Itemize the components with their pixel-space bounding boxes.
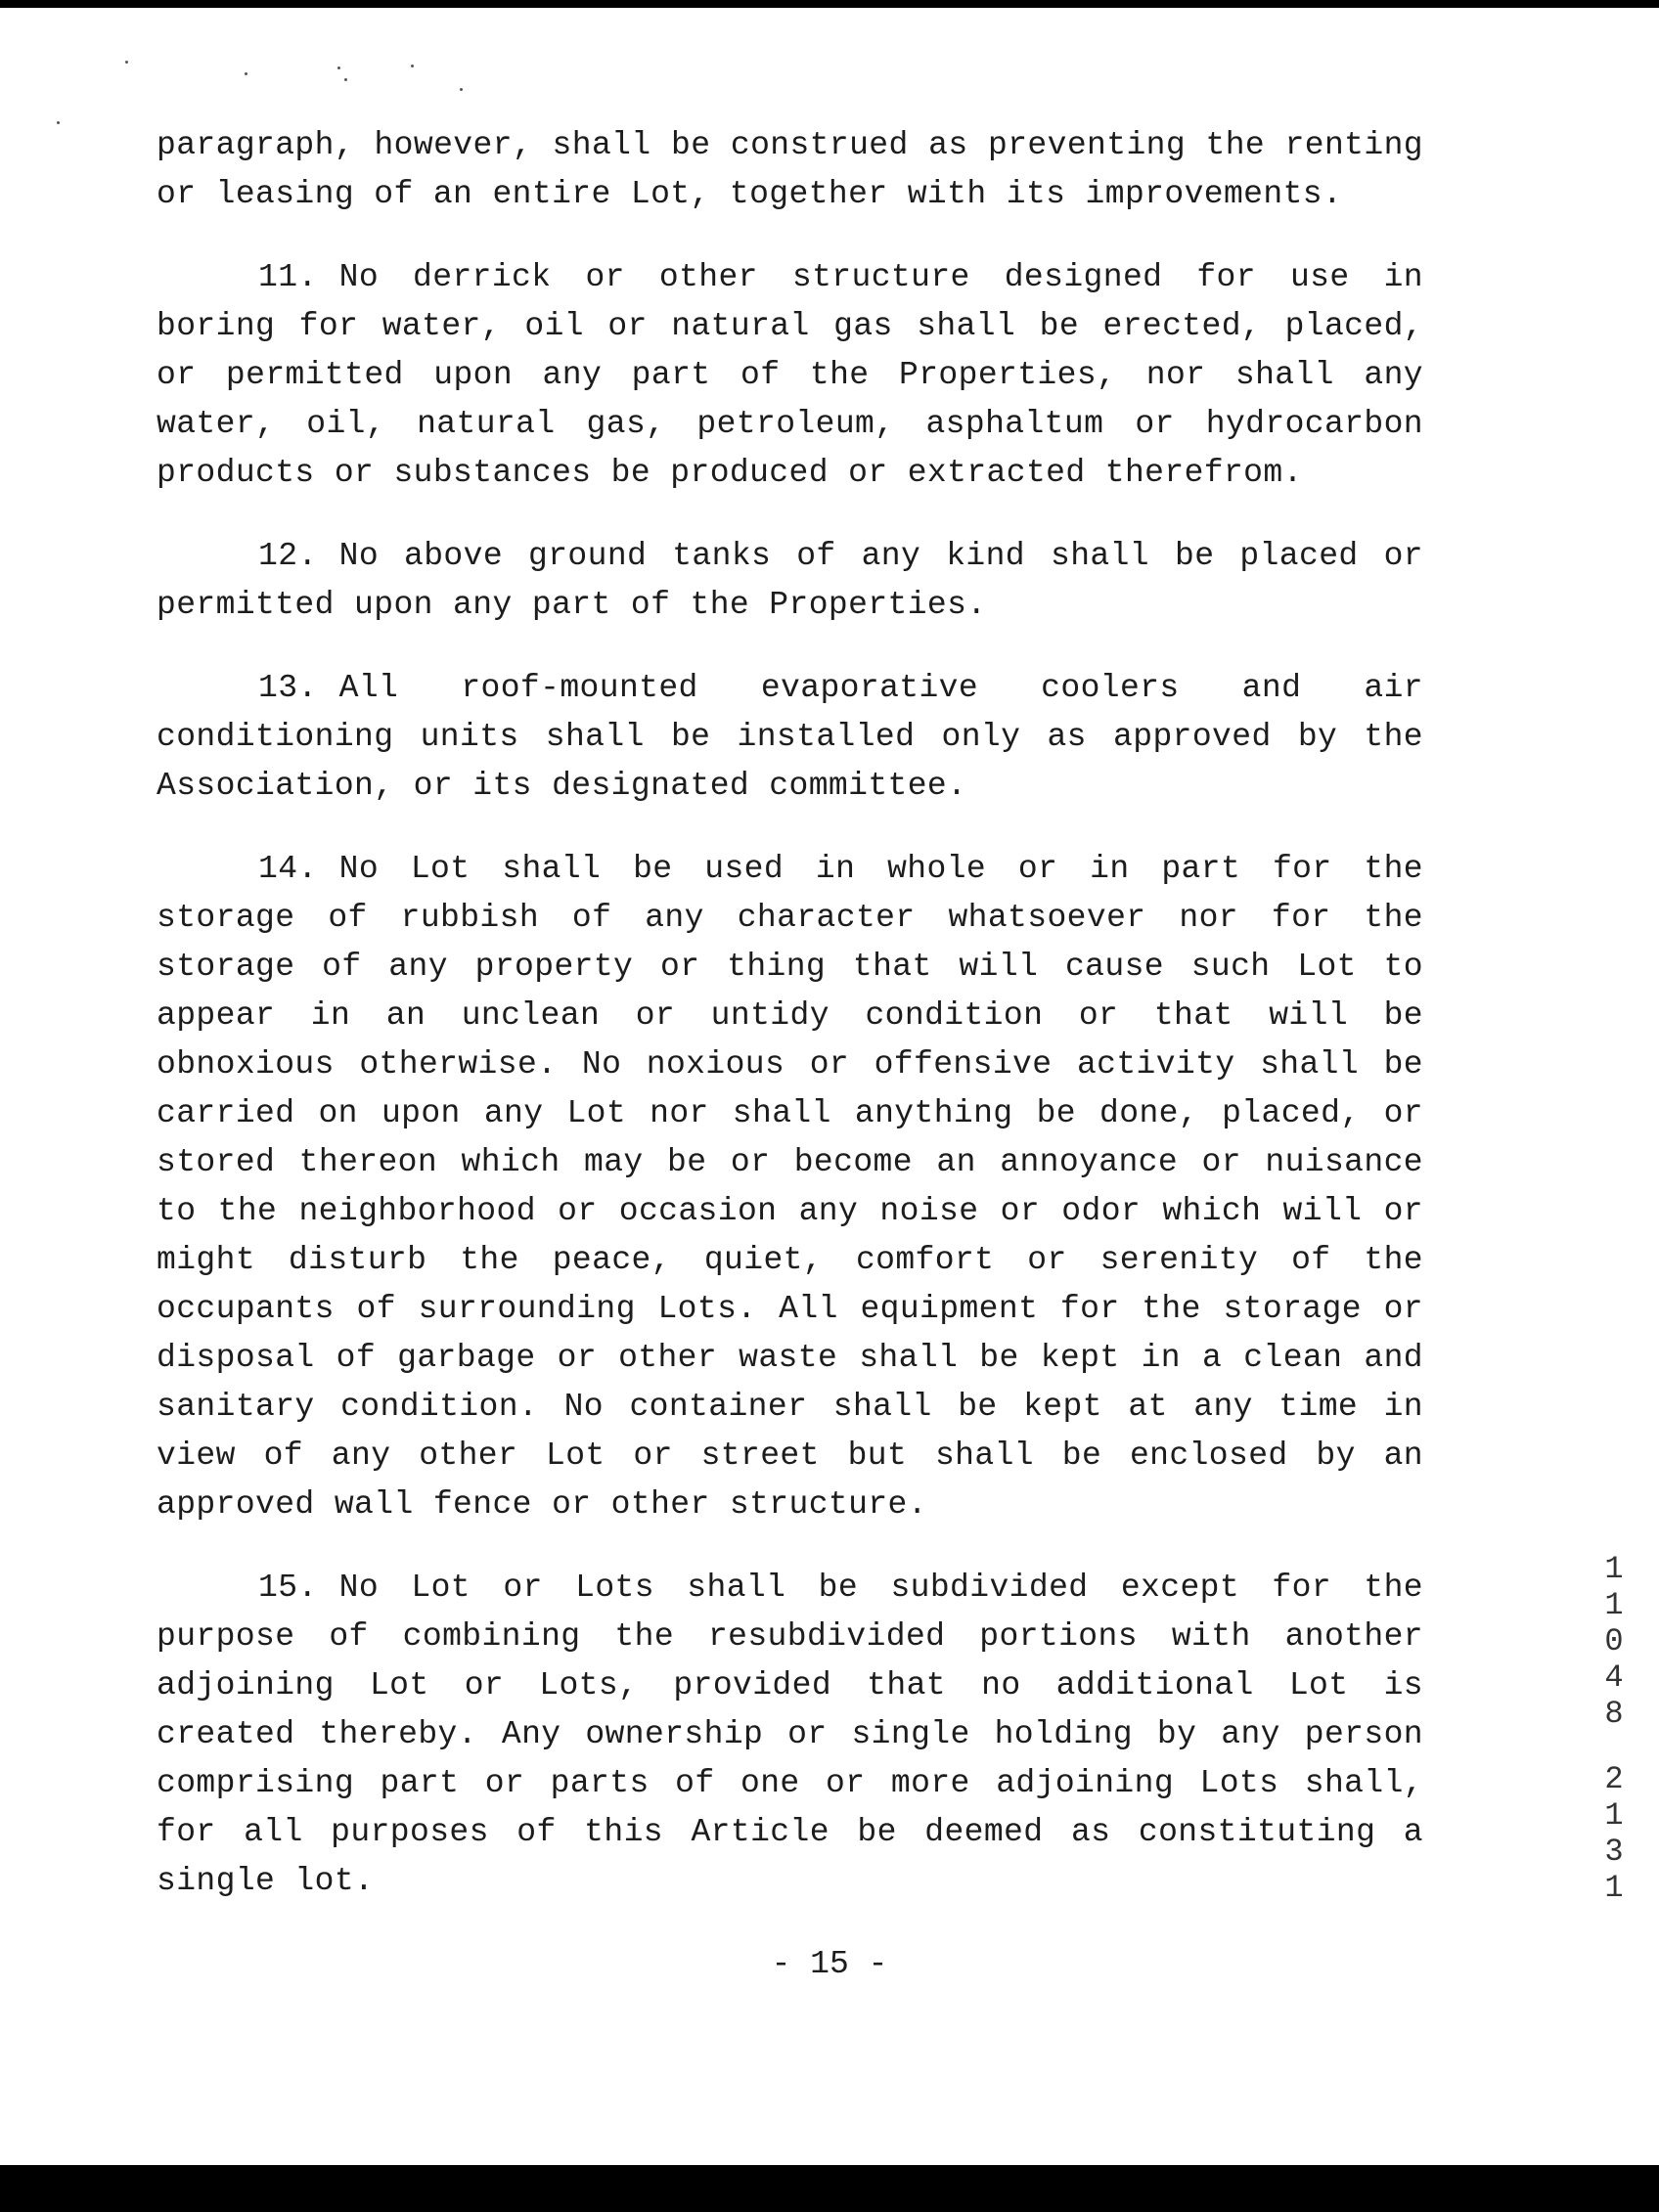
paragraph-text: No Lot or Lots shall be subdivided except for the purpose of combining the resubdivided portions with another adjoining Lot or Lots, provided that no additional Lot is created thereby. Any ownership or single holding by any person comprising part or parts of one or more adjoining Lots shall, for all purposes of this Article be deemed as constituting a single lot.	[157, 1570, 1423, 1899]
paragraph-number: 15.	[258, 1570, 318, 1606]
page-number: - 15 -	[771, 1946, 888, 1982]
scan-speck	[125, 61, 128, 64]
scan-speck	[245, 72, 247, 75]
paragraph-number: 12.	[258, 538, 318, 574]
paragraph-text: paragraph, however, shall be construed as preventing the renting or leasing of an entire Lot, together with its improvements.	[157, 127, 1423, 212]
stamp-digit: 8	[1604, 1696, 1624, 1732]
paragraph-11	[157, 253, 1423, 498]
paragraph-14	[157, 845, 1423, 1529]
paragraph-text: No Lot shall be used in whole or in part for the storage of rubbish of any character whatsoever nor for the storage of any property or thing that will cause such Lot to appear in an unclean or untidy condition or that will be obnoxious otherwise. No noxious or offensive activity shall be carried on upon any Lot nor shall anything be done, placed, or stored thereon which may be or become an annoyance or nuisance to the neighborhood or occasion any noise or odor which will or might disturb the peace, quiet, comfort or serenity of the occupants of surrounding Lots. All equipment for the storage or disposal of garbage or other waste shall be kept in a clean and sanitary condition. No container shall be kept at any time in view of any other Lot or street but shall be enclosed by an approved wall fence or other structure.	[157, 851, 1423, 1523]
document-page	[0, 8, 1659, 2165]
stamp-digit: 2	[1604, 1761, 1624, 1797]
paragraph-text: No above ground tanks of any kind shall be placed or permitted upon any part of the Properties.	[157, 538, 1423, 623]
stamp-digit: 0	[1604, 1623, 1624, 1659]
stamp-digit: 3	[1604, 1834, 1624, 1870]
paragraph-15	[157, 1564, 1423, 1906]
scan-speck	[57, 121, 60, 124]
scan-specks	[117, 59, 489, 127]
paragraph-number: 14.	[258, 851, 318, 887]
recording-stamp	[1594, 1551, 1634, 1906]
scan-speck	[411, 65, 414, 67]
paragraph-number: 13.	[258, 670, 318, 706]
paragraph-text: All roof-mounted evaporative coolers and air conditioning units shall be installed only as approved by the Association, or its designated committee.	[157, 670, 1423, 804]
paragraph-number: 11.	[258, 259, 318, 295]
stamp-gap	[1594, 1732, 1634, 1761]
scan-speck	[344, 78, 347, 81]
paragraph-13	[157, 664, 1423, 811]
paragraph-continuation	[157, 121, 1423, 219]
stamp-digit: 1	[1604, 1797, 1624, 1834]
stamp-digit: 1	[1604, 1870, 1624, 1906]
paragraph-text: No derrick or other structure designed for use in boring for water, oil or natural gas shall be erected, placed, or permitted upon any part of the Properties, nor shall any water, oil, natural gas, petroleum, asphaltum or hydrocarbon products or substances be produced or extracted therefrom.	[157, 259, 1423, 491]
stamp-digit: 1	[1604, 1587, 1624, 1623]
stamp-digit: 1	[1604, 1551, 1624, 1587]
scan-speck	[460, 88, 463, 91]
scan-speck	[337, 66, 340, 69]
paragraph-12	[157, 532, 1423, 630]
stamp-digit: 4	[1604, 1659, 1624, 1696]
document-body	[157, 121, 1423, 1940]
